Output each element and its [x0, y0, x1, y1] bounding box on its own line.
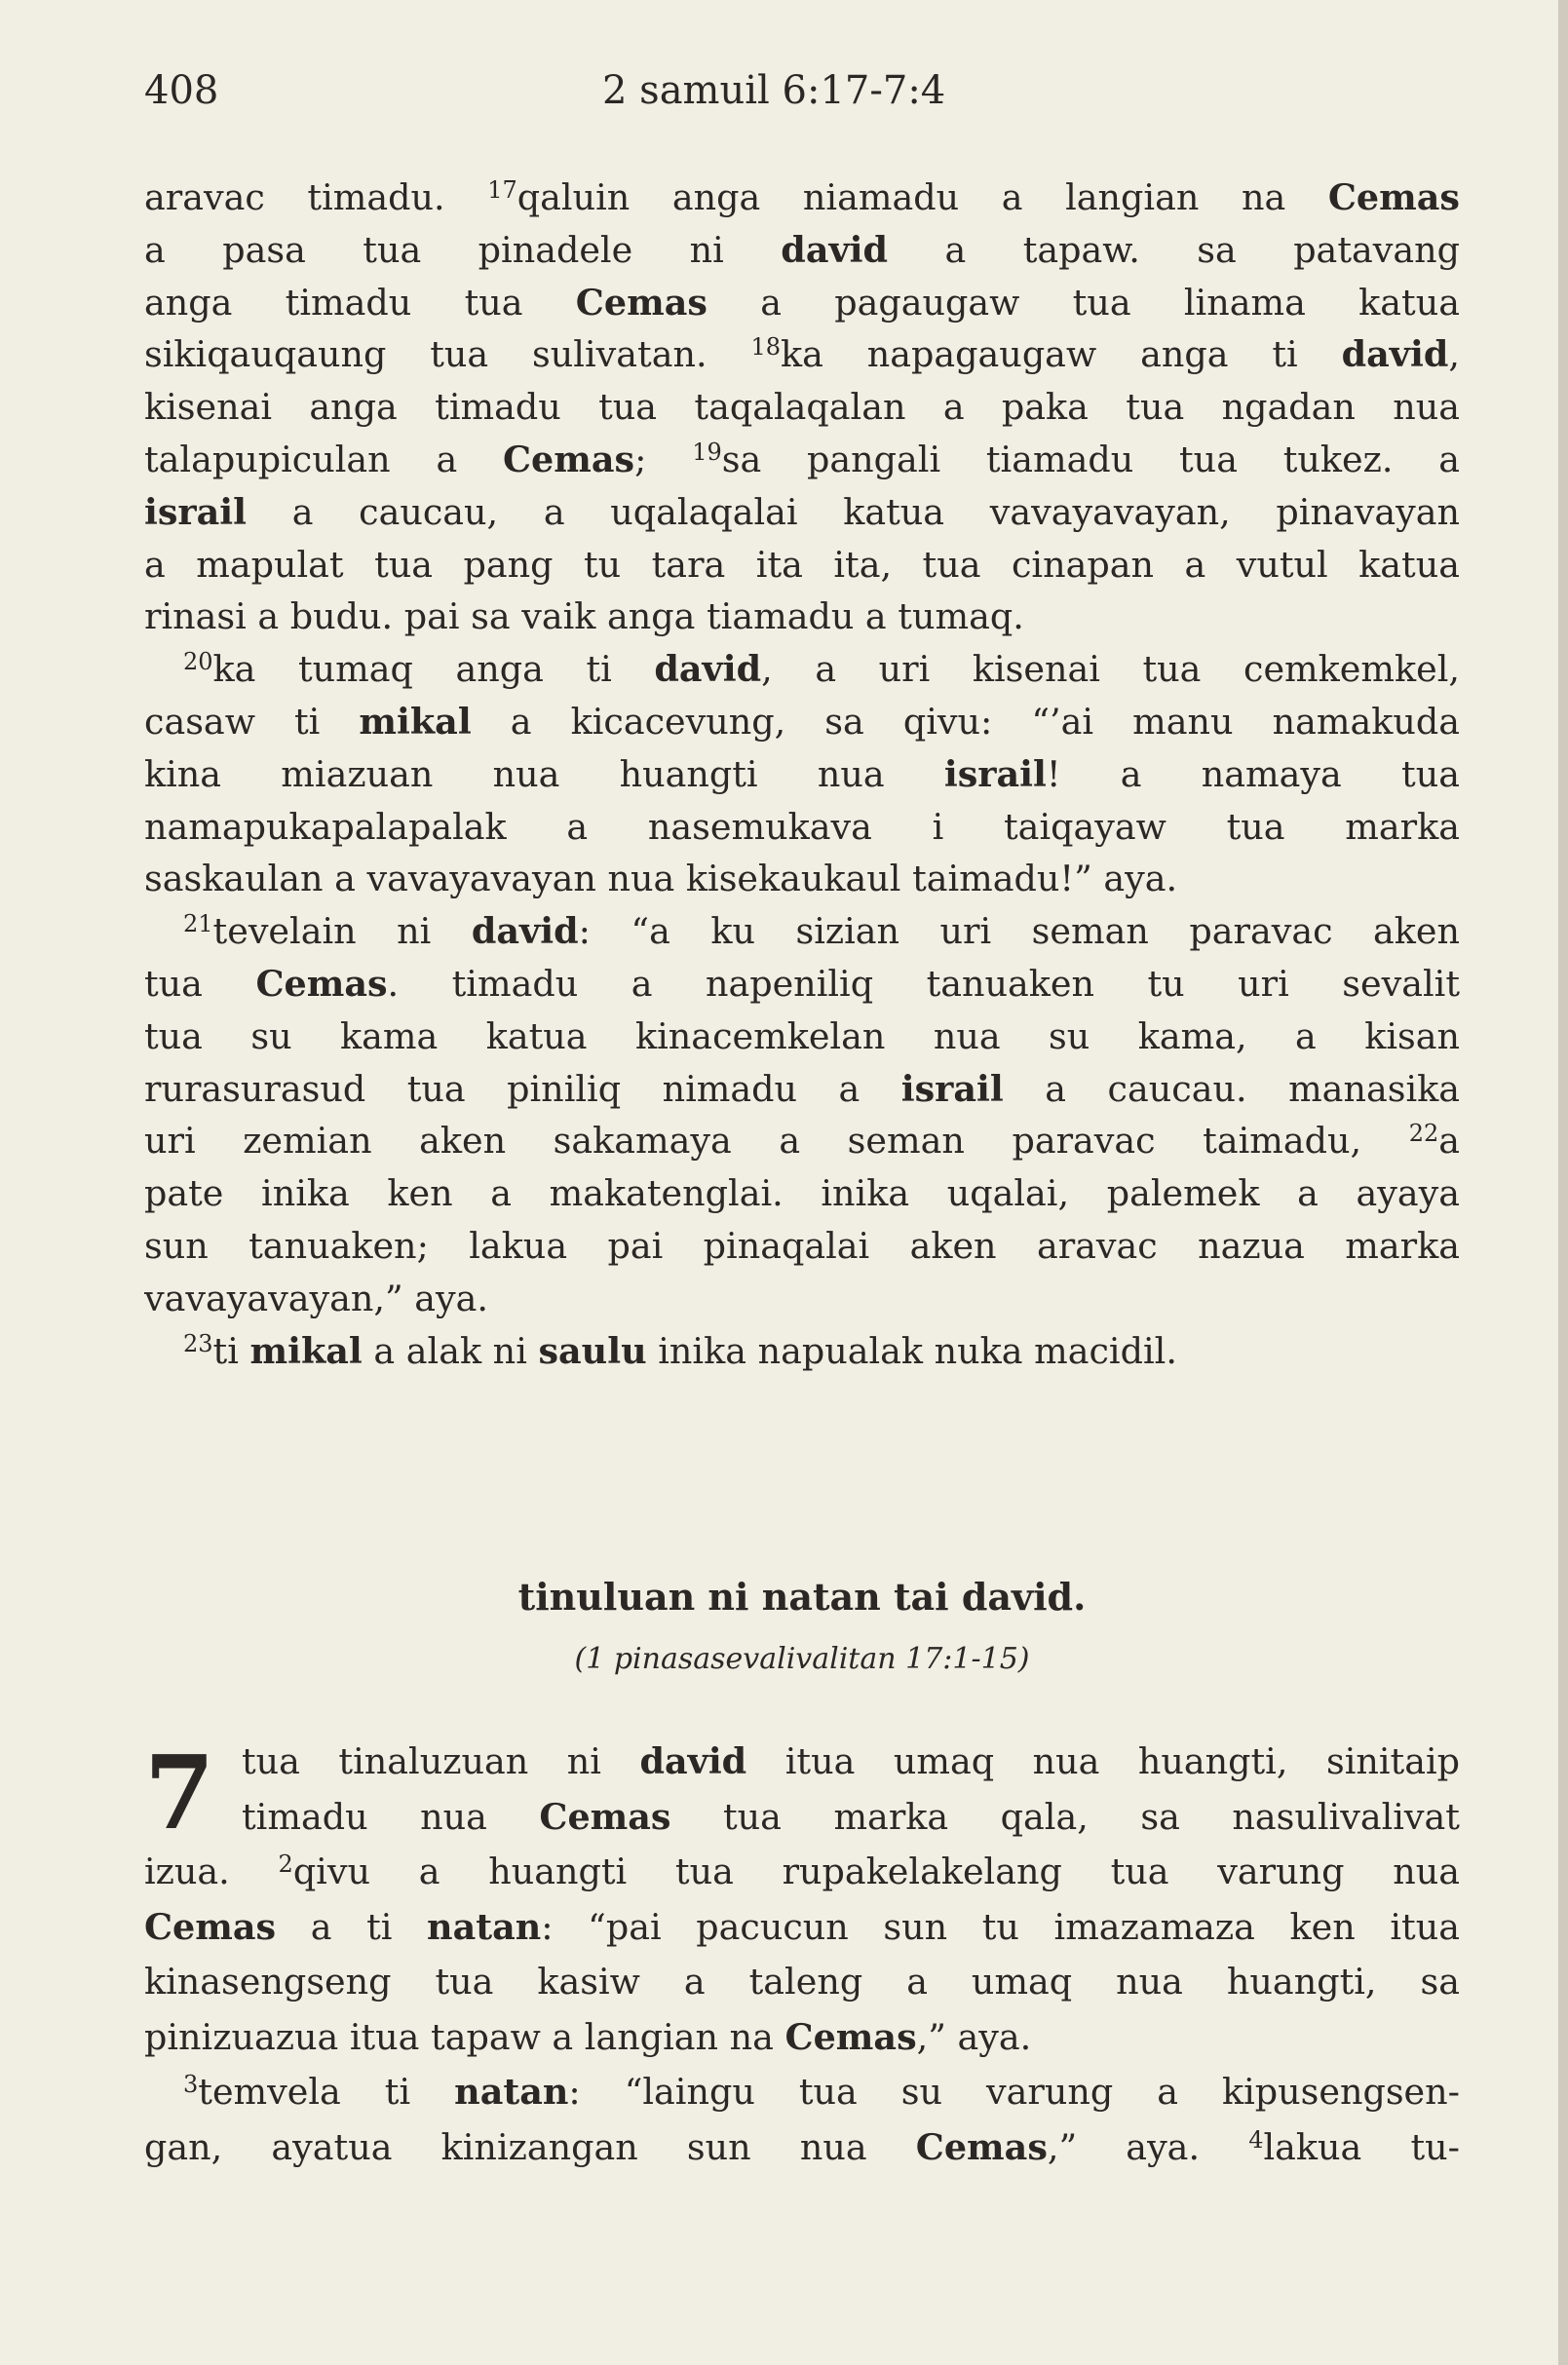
text-line: $^3$temvela ti natan: “laingu tua su varung a kipusengsen-	[183, 2071, 1460, 2113]
text-line: talapupiculan a Cemas; $^{19}$sa pangali tiamadu tua tukez. a	[144, 438, 1460, 480]
text-line: sikiqauqaung tua sulivatan. $^{18}$ka napagaugaw anga ti david,	[144, 333, 1460, 376]
text-line: vavayavayan,” aya.	[144, 1277, 489, 1319]
text-line: timadu nua Cemas tua marka qala, sa nasulivalivat	[242, 1795, 1460, 1838]
verse-number: 2	[278, 1850, 293, 1878]
text-line: aravac timadu. $^{17}$qaluin anga niamadu a langian na Cemas	[144, 176, 1460, 218]
text-line: kisenai anga timadu tua taqalaqalan a paka tua ngadan nua	[144, 386, 1460, 429]
text-line: rurasurasud tua piniliq nimadu a israil a caucau. manasika	[144, 1067, 1460, 1110]
verse-number: 21	[183, 910, 213, 938]
text-line: a mapulat tua pang tu tara ita ita, tua cinapan a vutul katua	[144, 543, 1460, 586]
text-line: casaw ti mikal a kicacevung, sa qivu: “’ai manu namakuda	[144, 700, 1460, 743]
running-head: 2 samuil 6:17-7:4	[602, 68, 946, 113]
paragraph	[144, 905, 1460, 1324]
paragraph	[144, 1325, 1460, 1378]
text-line: $^{20}$ka tumaq anga ti david, a uri kisenai tua cemkemkel,	[183, 648, 1460, 691]
text-line: rinasi a budu. pai sa vaik anga tiamadu a tumaq.	[144, 595, 1024, 638]
text-line: tua tinaluzuan ni david itua umaq nua huangti, sinitaip	[242, 1740, 1460, 1782]
verse-number: 23	[183, 1329, 213, 1357]
verse-number: 3	[183, 2071, 199, 2098]
text-line: saskaulan a vavayavayan nua kisekaukaul taimadu!” aya.	[144, 858, 1178, 900]
text-line: israil a caucau, a uqalaqalai katua vavayavayan, pinavayan	[144, 490, 1460, 533]
verse-number: 20	[183, 648, 213, 676]
verse-number: 18	[750, 333, 782, 362]
page-number: 408	[144, 68, 219, 113]
verse-number: 19	[692, 438, 722, 466]
text-line: $^{21}$tevelain ni david: “a ku sizian uri seman paravac aken	[183, 910, 1460, 953]
body-text	[144, 172, 1460, 1377]
text-line: Cemas a ti natan: “pai pacucun sun tu imazamaza ken itua	[144, 1905, 1460, 1948]
text-line: $^{23}$ti mikal a alak ni saulu inika napualak nuka macidil.	[183, 1329, 1177, 1372]
section-cross-reference: (1 pinasasevalivalitan 17:1-15)	[574, 1642, 1030, 1676]
text-line: sun tanuaken; lakua pai pinaqalai aken aravac nazua marka	[144, 1224, 1460, 1267]
paragraph	[144, 172, 1460, 643]
text-line: namapukapalapalak a nasemukava i taiqayaw tua marka	[144, 805, 1460, 848]
verse-number: 22	[1408, 1120, 1439, 1148]
section-heading: tinuluan ni natan tai david.	[517, 1575, 1087, 1619]
text-line: izua. $^2$qivu a huangti tua rupakelakelang tua varung nua	[144, 1850, 1460, 1892]
text-line: tua Cemas. timadu a napeniliq tanuaken tu uri sevalit	[144, 962, 1460, 1005]
text-line: gan, ayatua kinizangan sun nua Cemas,” aya. $^4$lakua tu-	[144, 2125, 1460, 2168]
paragraph	[144, 643, 1460, 905]
verse-number: 4	[1248, 2125, 1264, 2154]
verse-number: 17	[487, 176, 517, 204]
text-line: a pasa tua pinadele ni david a tapaw. sa patavang	[144, 228, 1460, 271]
text-line: tua su kama katua kinacemkelan nua su kama, a kisan	[144, 1014, 1460, 1057]
running-header	[144, 68, 1460, 127]
text-line: kina miazuan nua huangti nua israil! a namaya tua	[144, 752, 1460, 795]
text-line: pinizuazua itua tapaw a langian na Cemas,” aya.	[144, 2015, 1032, 2058]
text-line: anga timadu tua Cemas a pagaugaw tua linama katua	[144, 281, 1460, 324]
page-edge	[1558, 0, 1568, 2365]
text-line: kinasengseng tua kasiw a taleng a umaq nua huangti, sa	[144, 1961, 1460, 2003]
text-line: uri zemian aken sakamaya a seman paravac taimadu, $^{22}$a	[144, 1120, 1460, 1163]
text-line: pate inika ken a makatenglai. inika uqalai, palemek a ayaya	[144, 1172, 1460, 1215]
chapter-7	[144, 1735, 1460, 2175]
chapter-number: 7	[144, 1733, 215, 1852]
